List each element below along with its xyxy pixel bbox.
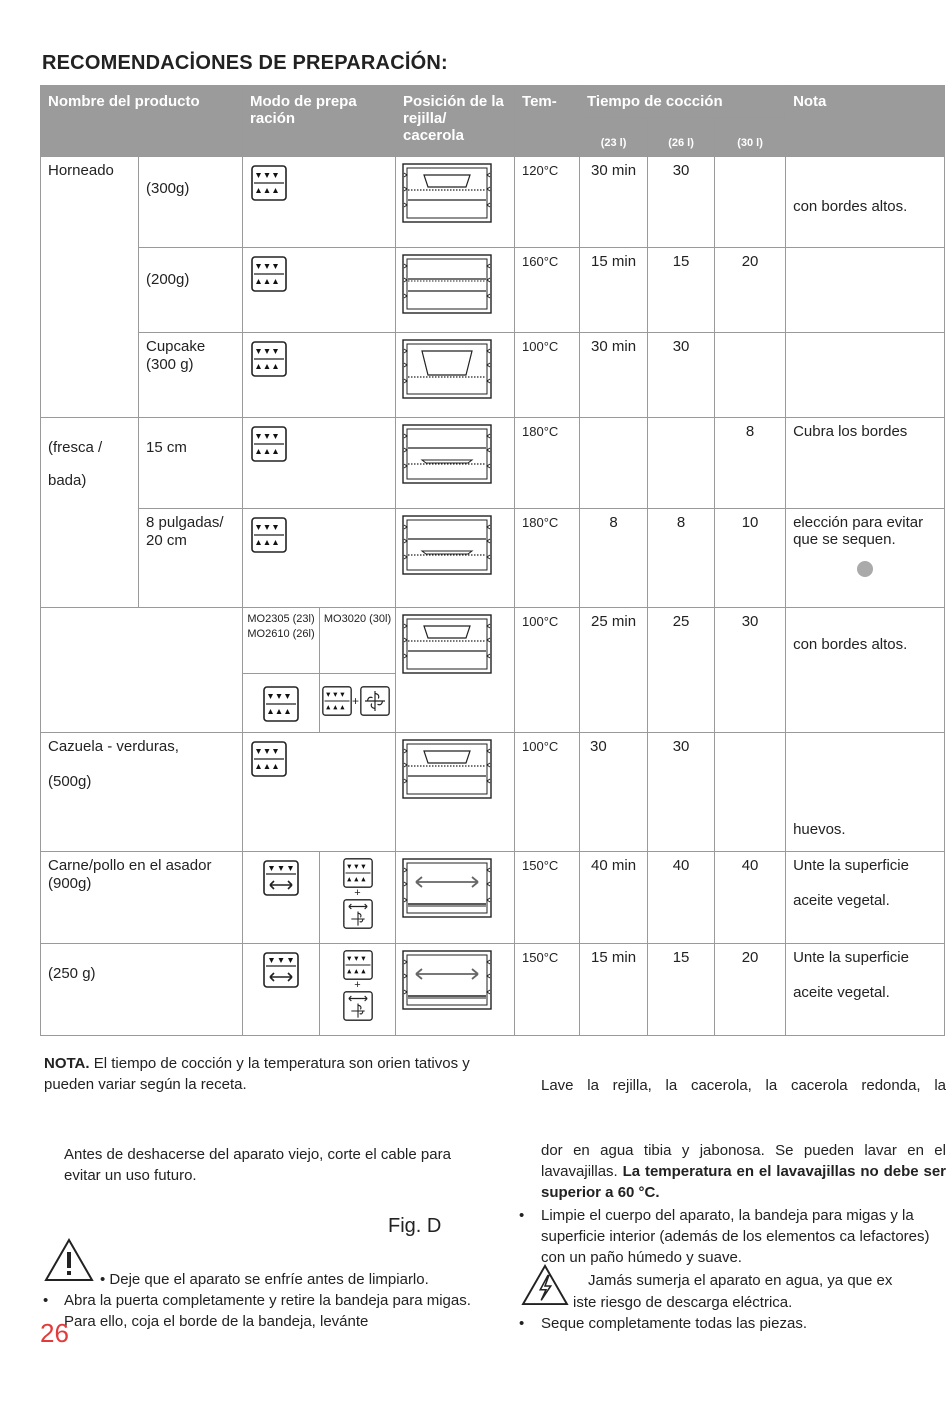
rack-position-icon: [402, 339, 492, 399]
note: Cubra los bordes: [793, 423, 908, 440]
table-row: [41, 733, 945, 852]
top-bottom-heat-icon: [322, 686, 352, 716]
rack-position-icon: [402, 163, 492, 223]
header-26l: (26 l): [648, 118, 715, 157]
time-23l: 8: [609, 514, 618, 531]
time-30l: [715, 333, 785, 343]
dry-paragraph: Seque completamente todas las piezas.: [541, 1315, 807, 1332]
rack-position-icon: [402, 254, 492, 314]
header-temp: Tem-: [515, 86, 580, 157]
time-26l: 30: [672, 338, 690, 355]
category-line-1: (fresca /: [48, 439, 103, 456]
time-30l: 40: [741, 857, 759, 874]
rack-position-icon: [402, 614, 492, 674]
time-30l: [715, 157, 785, 167]
note-line-2: aceite vegetal.: [793, 892, 890, 909]
time-30l: [715, 733, 785, 743]
grill-rotisserie-icon: [263, 952, 299, 988]
header-nota: Nota: [786, 86, 945, 157]
header-23l: (23 l): [580, 118, 648, 157]
category-horneado: Horneado: [48, 162, 114, 179]
grill-rotisserie-icon: [263, 860, 299, 896]
time-23l: 30: [590, 738, 607, 755]
note: elección para evitar que se sequen.: [793, 514, 924, 548]
rack-position-icon: [402, 950, 492, 1010]
time-30l: 20: [741, 253, 759, 270]
clean-body-paragraph: Limpie el cuerpo del aparato, la bandeja para migas y la superficie interior (además de los elementos ca lefactores) con un paño húmedo y suave.: [541, 1207, 930, 1266]
table-row: [41, 333, 945, 418]
top-bottom-heat-icon: [251, 426, 287, 462]
rack-position-icon: [402, 515, 492, 575]
electric-shock-icon: [521, 1264, 569, 1306]
page-title: RECOMENDACİONES DE PREPARACİÓN:: [42, 52, 448, 74]
table-row: [41, 157, 945, 248]
warning-line-2: iste riesgo de descarga eléctrica.: [573, 1294, 793, 1311]
time-23l: 15 min: [591, 949, 637, 966]
warning-bullet: • Deje que el aparato se enfríe antes de limpiarlo.: [100, 1271, 429, 1288]
time-26l: 30: [672, 162, 690, 179]
category-line-2: bada): [48, 472, 87, 489]
product-name: 8 pulgadas/ 20 cm: [146, 514, 224, 549]
rack-position-icon: [402, 424, 492, 484]
top-bottom-heat-icon: [343, 858, 373, 888]
note-line-2: aceite vegetal.: [793, 984, 890, 1001]
header-modo: Modo de prepa ración: [243, 86, 396, 157]
wash-paragraph-1: Lave la rejilla, la cacerola, la cacerola redonda, la: [541, 1077, 946, 1094]
fan-rotisserie-icon: [343, 899, 373, 929]
top-bottom-heat-icon: [251, 517, 287, 553]
time-23l: 40 min: [591, 857, 637, 874]
fan-icon: [360, 686, 390, 716]
header-30l: (30 l): [715, 118, 786, 157]
note: [786, 333, 944, 343]
warning-icon: [44, 1238, 94, 1282]
temperature: 160°C: [522, 254, 559, 269]
header-posicion: Posición de la rejilla/ cacerola: [396, 86, 515, 157]
temperature: 150°C: [522, 950, 559, 965]
product-name: (250 g): [48, 965, 96, 982]
time-30l: 8: [745, 423, 755, 440]
top-bottom-heat-icon: [251, 256, 287, 292]
fan-rotisserie-icon: [343, 991, 373, 1021]
time-23l: 15 min: [591, 253, 637, 270]
product-name: (200g): [146, 271, 190, 288]
note: con bordes altos.: [793, 636, 908, 653]
note: con bordes altos.: [793, 198, 908, 215]
product-name: Carne/pollo en el asador (900g): [48, 857, 212, 892]
model-label-b: MO3020 (30l): [323, 613, 392, 625]
table-row: [41, 944, 945, 1036]
time-26l: 30: [672, 738, 690, 755]
nota-text: El tiempo de cocción y la temperatura son orien tativos y pueden variar según la receta.: [44, 1055, 470, 1093]
recipe-table: [40, 85, 945, 1036]
note: huevos.: [793, 821, 846, 838]
model-label-a: MO2305 (23l) MO2610 (26l): [247, 613, 315, 640]
product-name: 15 cm: [146, 439, 187, 456]
plus-sign: +: [354, 887, 361, 899]
time-30l: 30: [741, 613, 759, 630]
time-23l: 30 min: [591, 162, 637, 179]
top-bottom-heat-icon: [251, 341, 287, 377]
time-23l: [580, 418, 647, 428]
temperature: 180°C: [522, 515, 559, 530]
temperature: 100°C: [522, 614, 559, 629]
warning-line-1: Jamás sumerja el aparato en agua, ya que ex: [588, 1272, 893, 1289]
top-bottom-heat-icon: [263, 686, 299, 722]
plus-sign: +: [352, 694, 360, 708]
top-heat-icon: [343, 950, 373, 980]
time-30l: 20: [741, 949, 759, 966]
bullet-marker: •: [43, 1292, 49, 1309]
time-26l: 15: [672, 253, 690, 270]
rack-position-icon: [402, 858, 492, 918]
product-name: Cupcake (300 g): [146, 338, 206, 373]
table-row: [41, 509, 945, 608]
nota-paragraph: [44, 1053, 484, 1095]
table-row: [41, 852, 945, 944]
disposal-paragraph: Antes de deshacerse del aparato viejo, corte el cable para evitar un uso futuro.: [64, 1146, 451, 1184]
header-tiempo: Tiempo de cocción: [580, 86, 786, 118]
wash-temperature-warning: La temperatura en el lavavajillas no debe ser superior a 60 °C.: [541, 1163, 946, 1201]
top-bottom-heat-icon: [251, 165, 287, 201]
table-row: [41, 248, 945, 333]
time-26l: 40: [672, 857, 690, 874]
crumb-tray-paragraph: Abra la puerta completamente y retire la bandeja para migas. Para ello, coja el borde de la bandeja, levánte: [64, 1292, 471, 1330]
time-30l: 10: [741, 514, 759, 531]
wash-text: dor en agua tibia y jabonosa. Se pueden lavar en el lavavajillas.: [541, 1142, 946, 1180]
product-name: (300g): [146, 180, 190, 197]
note-line-1: Unte la superficie: [793, 857, 909, 874]
wash-paragraph-2: [541, 1140, 946, 1203]
time-26l: 15: [672, 949, 690, 966]
note-line-1: Unte la superficie: [793, 949, 909, 966]
category-line-1: Cazuela - verduras,: [48, 738, 179, 755]
figure-label: Fig. D: [388, 1215, 442, 1237]
table-row: [41, 608, 945, 674]
page-number: 26: [40, 1318, 69, 1348]
temperature: 100°C: [522, 339, 559, 354]
time-26l: [648, 418, 714, 428]
bullet-marker: •: [519, 1315, 525, 1332]
table-row: [41, 418, 945, 509]
time-23l: 25 min: [591, 613, 637, 630]
time-26l: 8: [676, 514, 686, 531]
bullet-marker: •: [519, 1207, 525, 1224]
rack-position-icon: [402, 739, 492, 799]
time-26l: 25: [672, 613, 690, 630]
circle-marker: [857, 561, 873, 577]
note: [786, 248, 944, 258]
temperature: 150°C: [522, 858, 559, 873]
temperature: 100°C: [522, 739, 559, 754]
category-line-2: (500g): [48, 773, 92, 790]
header-producto: Nombre del producto: [41, 86, 243, 157]
plus-sign: +: [354, 979, 361, 991]
temperature: 180°C: [522, 424, 559, 439]
nota-label: NOTA.: [44, 1055, 90, 1072]
top-bottom-heat-icon: [251, 741, 287, 777]
temperature: 120°C: [522, 163, 559, 178]
time-23l: 30 min: [591, 338, 637, 355]
